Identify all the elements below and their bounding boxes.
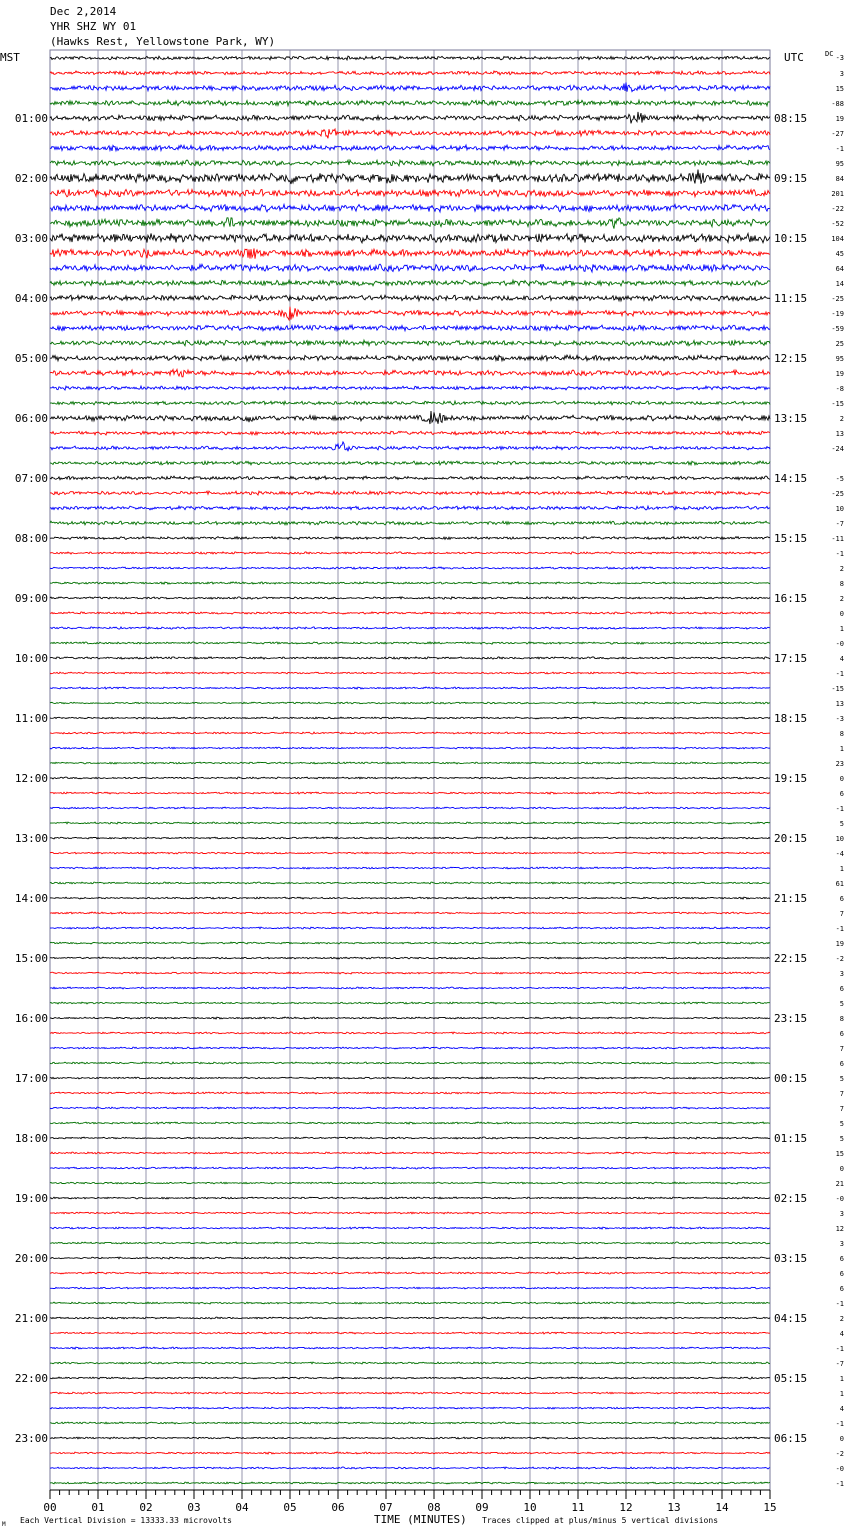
x-tick-label: 07: [379, 1501, 393, 1514]
seismic-trace: [50, 248, 770, 258]
seismic-trace: [50, 657, 770, 659]
seismic-trace: [50, 1377, 770, 1379]
seismic-trace: [50, 1482, 770, 1484]
x-tick-label: 03: [187, 1501, 201, 1514]
x-tick-label: 09: [475, 1501, 489, 1514]
seismic-trace: [50, 942, 770, 944]
utc-hour-label: 19:15: [774, 772, 808, 785]
dc-offset-label: 8: [839, 730, 844, 738]
dc-offset-label: 0: [839, 610, 844, 618]
utc-hour-label: 21:15: [774, 892, 808, 905]
x-tick-label: 01: [91, 1501, 105, 1514]
x-tick-label: 02: [139, 1501, 153, 1514]
seismic-trace: [50, 1242, 770, 1244]
utc-hour-label: 10:15: [774, 232, 808, 245]
dc-offset-label: 13: [835, 700, 844, 708]
mst-hour-label: 14:00: [14, 892, 48, 905]
dc-offset-label: 3: [839, 70, 844, 78]
seismic-trace: [50, 807, 770, 809]
dc-offset-label: 61: [835, 880, 844, 888]
dc-offset-label: 3: [839, 1240, 844, 1248]
dc-column-label: DC: [825, 50, 834, 58]
dc-offset-label: -1: [835, 925, 844, 933]
seismic-trace: [50, 1077, 770, 1079]
dc-offset-label: 10: [835, 505, 844, 513]
dc-offset-label: 2: [839, 565, 844, 573]
dc-offset-label: -24: [831, 445, 844, 453]
dc-offset-label: 1: [839, 625, 844, 633]
mst-hour-label: 12:00: [14, 772, 48, 785]
mst-hour-label: 20:00: [14, 1252, 48, 1265]
seismic-trace: [50, 897, 770, 899]
dc-offset-label: 25: [835, 340, 844, 348]
dc-offset-label: -25: [831, 490, 844, 498]
dc-offset-label: 15: [835, 1150, 844, 1158]
seismic-trace: [50, 71, 770, 75]
x-tick-label: 14: [715, 1501, 729, 1514]
mst-hour-label: 06:00: [14, 412, 48, 425]
dc-offset-label: 95: [835, 355, 844, 363]
seismic-trace: [50, 145, 770, 151]
dc-offset-label: 0: [839, 1435, 844, 1443]
dc-offset-label: 4: [839, 1405, 844, 1413]
x-tick-label: 05: [283, 1501, 297, 1514]
seismic-trace: [50, 912, 770, 914]
dc-offset-label: 95: [835, 160, 844, 168]
utc-hour-label: 02:15: [774, 1192, 808, 1205]
dc-offset-label: 5: [839, 1075, 844, 1083]
seismic-trace: [50, 431, 770, 435]
utc-hour-label: 00:15: [774, 1072, 808, 1085]
seismic-trace: [50, 491, 770, 495]
dc-offset-label: 1: [839, 865, 844, 873]
header-date: Dec 2,2014: [50, 5, 117, 18]
seismic-trace: [50, 129, 770, 138]
seismic-trace: [50, 170, 770, 184]
seismic-trace: [50, 1347, 770, 1349]
seismic-trace: [50, 762, 770, 764]
dc-offset-label: -5: [835, 475, 844, 483]
dc-offset-label: 8: [839, 1015, 844, 1023]
seismic-trace: [50, 411, 770, 424]
utc-hour-label: 23:15: [774, 1012, 808, 1025]
seismic-trace: [50, 100, 770, 106]
mst-hour-label: 16:00: [14, 1012, 48, 1025]
x-tick-label: 10: [523, 1501, 537, 1514]
seismic-trace: [50, 1182, 770, 1184]
dc-offset-label: 1: [839, 1375, 844, 1383]
dc-offset-label: 19: [835, 370, 844, 378]
dc-offset-label: 7: [839, 1045, 844, 1053]
seismic-trace: [50, 1407, 770, 1409]
mst-hour-label: 08:00: [14, 532, 48, 545]
clip-note: Traces clipped at plus/minus 5 vertical divisions: [482, 1516, 719, 1525]
seismic-trace: [50, 369, 770, 376]
mst-hour-label: 04:00: [14, 292, 48, 305]
seismic-trace: [50, 1287, 770, 1289]
dc-offset-label: -1: [835, 1300, 844, 1308]
utc-hour-label: 12:15: [774, 352, 808, 365]
seismic-trace: [50, 837, 770, 839]
dc-offset-label: 45: [835, 250, 844, 258]
seismic-trace: [50, 355, 770, 361]
seismic-trace: [50, 972, 770, 974]
dc-offset-label: 3: [839, 1210, 844, 1218]
seismic-trace: [50, 582, 770, 584]
seismic-trace: [50, 461, 770, 465]
seismic-trace: [50, 233, 770, 242]
seismic-trace: [50, 552, 770, 554]
dc-offset-label: 6: [839, 1030, 844, 1038]
utc-hour-label: 14:15: [774, 472, 808, 485]
seismic-trace: [50, 927, 770, 929]
mst-hour-label: 05:00: [14, 352, 48, 365]
dc-offset-label: -15: [831, 400, 844, 408]
dc-offset-label: 5: [839, 1000, 844, 1008]
seismic-trace: [50, 112, 770, 124]
dc-offset-label: -0: [835, 1195, 844, 1203]
seismic-trace: [50, 1227, 770, 1229]
seismic-trace: [50, 325, 770, 331]
mst-hour-label: 23:00: [14, 1432, 48, 1445]
dc-offset-label: 2: [839, 415, 844, 423]
seismic-trace: [50, 295, 770, 301]
seismic-trace: [50, 1047, 770, 1049]
utc-hour-label: 06:15: [774, 1432, 808, 1445]
dc-offset-label: -25: [831, 295, 844, 303]
dc-offset-label: 201: [831, 190, 844, 198]
seismic-trace: [50, 672, 770, 674]
seismic-trace: [50, 687, 770, 689]
dc-offset-label: 7: [839, 910, 844, 918]
dc-offset-label: 7: [839, 1105, 844, 1113]
mst-hour-label: 02:00: [14, 172, 48, 185]
dc-offset-label: 19: [835, 940, 844, 948]
dc-offset-label: -1: [835, 805, 844, 813]
seismic-trace: [50, 1257, 770, 1259]
seismic-trace: [50, 1002, 770, 1004]
dc-offset-label: 23: [835, 760, 844, 768]
dc-offset-label: 21: [835, 1180, 844, 1188]
dc-offset-label: -88: [831, 100, 844, 108]
seismic-trace: [50, 567, 770, 569]
seismic-trace: [50, 732, 770, 734]
seismic-trace: [50, 1032, 770, 1034]
dc-offset-label: -4: [835, 850, 844, 858]
utc-hour-label: 11:15: [774, 292, 808, 305]
dc-offset-label: 6: [839, 1270, 844, 1278]
x-tick-label: 13: [667, 1501, 681, 1514]
mst-hour-label: 17:00: [14, 1072, 48, 1085]
dc-offset-label: -7: [835, 1360, 844, 1368]
dc-offset-label: 84: [835, 175, 844, 183]
utc-hour-label: 17:15: [774, 652, 808, 665]
seismic-trace: [50, 612, 770, 614]
seismic-trace: [50, 160, 770, 166]
seismic-trace: [50, 627, 770, 629]
seismic-trace: [50, 882, 770, 884]
mst-hour-label: 07:00: [14, 472, 48, 485]
dc-offset-label: -1: [835, 1345, 844, 1353]
dc-offset-label: -3: [835, 54, 844, 62]
seismic-trace: [50, 852, 770, 854]
seismic-trace: [50, 642, 770, 644]
x-tick-label: 04: [235, 1501, 249, 1514]
dc-offset-label: -2: [835, 955, 844, 963]
utc-axis-label: UTC: [784, 51, 804, 64]
dc-offset-label: 6: [839, 1285, 844, 1293]
label-group: [15, 54, 844, 1514]
mst-hour-label: 03:00: [14, 232, 48, 245]
header-station: YHR SHZ WY 01: [50, 20, 137, 33]
seismic-trace: [50, 506, 770, 510]
x-tick-label: 12: [619, 1501, 633, 1514]
seismic-trace: [50, 307, 770, 320]
dc-offset-label: -1: [835, 1480, 844, 1488]
mst-hour-label: 01:00: [14, 112, 48, 125]
dc-offset-label: 14: [835, 280, 844, 288]
seismic-trace: [50, 386, 770, 390]
seismic-trace: [50, 747, 770, 749]
seismic-trace: [50, 401, 770, 405]
dc-offset-label: 6: [839, 895, 844, 903]
dc-offset-label: -0: [835, 1465, 844, 1473]
mst-hour-label: 11:00: [14, 712, 48, 725]
header-location: (Hawks Rest, Yellowstone Park, WY): [50, 35, 276, 48]
seismic-trace: [50, 476, 770, 480]
utc-hour-label: 22:15: [774, 952, 808, 965]
dc-offset-label: -0: [835, 640, 844, 648]
seismic-trace: [50, 1197, 770, 1199]
x-tick-label: 11: [571, 1501, 585, 1514]
dc-offset-label: 0: [839, 775, 844, 783]
dc-offset-label: -8: [835, 385, 844, 393]
mst-hour-label: 09:00: [14, 592, 48, 605]
x-tick-label: 15: [763, 1501, 777, 1514]
utc-hour-label: 09:15: [774, 172, 808, 185]
seismic-trace: [50, 340, 770, 346]
dc-offset-label: 8: [839, 580, 844, 588]
mst-hour-label: 10:00: [14, 652, 48, 665]
seismic-trace: [50, 82, 770, 91]
seismic-trace: [50, 1362, 770, 1364]
dc-offset-label: 1: [839, 1390, 844, 1398]
dc-offset-label: 15: [835, 85, 844, 93]
dc-offset-label: -19: [831, 310, 844, 318]
dc-offset-label: -1: [835, 550, 844, 558]
mst-hour-label: 21:00: [14, 1312, 48, 1325]
seismic-trace: [50, 280, 770, 286]
dc-offset-label: -1: [835, 1420, 844, 1428]
seismic-trace: [50, 1167, 770, 1169]
dc-offset-label: -27: [831, 130, 844, 138]
dc-offset-label: -1: [835, 145, 844, 153]
trace-group: [50, 56, 770, 1484]
mst-hour-label: 13:00: [14, 832, 48, 845]
seismic-trace: [50, 1107, 770, 1109]
scale-note: Each Vertical Division = 13333.33 microvolts: [20, 1516, 232, 1525]
seismic-trace: [50, 717, 770, 719]
dc-offset-label: -7: [835, 520, 844, 528]
seismic-trace: [50, 987, 770, 989]
seismic-trace: [50, 218, 770, 229]
seismic-trace: [50, 56, 770, 60]
utc-hour-label: 04:15: [774, 1312, 808, 1325]
seismic-trace: [50, 1302, 770, 1304]
dc-offset-label: -11: [831, 535, 844, 543]
seismic-trace: [50, 1122, 770, 1124]
seismic-trace: [50, 1137, 770, 1139]
dc-offset-label: 13: [835, 430, 844, 438]
dc-offset-label: 1: [839, 745, 844, 753]
dc-offset-label: -22: [831, 205, 844, 213]
seismic-trace: [50, 777, 770, 779]
seismic-trace: [50, 597, 770, 599]
seismic-trace: [50, 1452, 770, 1454]
dc-offset-label: 3: [839, 970, 844, 978]
dc-offset-label: -59: [831, 325, 844, 333]
seismic-trace: [50, 867, 770, 869]
seismic-trace: [50, 1272, 770, 1274]
dc-offset-label: 6: [839, 1255, 844, 1263]
dc-offset-label: 4: [839, 1330, 844, 1338]
dc-offset-label: 5: [839, 820, 844, 828]
utc-hour-label: 18:15: [774, 712, 808, 725]
dc-offset-label: 6: [839, 985, 844, 993]
seismic-trace: [50, 1092, 770, 1094]
utc-hour-label: 03:15: [774, 1252, 808, 1265]
seismic-trace: [50, 264, 770, 272]
seismic-trace: [50, 204, 770, 212]
dc-offset-label: -1: [835, 670, 844, 678]
seismic-trace: [50, 792, 770, 794]
seismic-trace: [50, 537, 770, 540]
dc-offset-label: 6: [839, 790, 844, 798]
dc-offset-label: -2: [835, 1450, 844, 1458]
dc-offset-label: 5: [839, 1120, 844, 1128]
seismic-trace: [50, 1422, 770, 1424]
dc-offset-label: 12: [835, 1225, 844, 1233]
dc-offset-label: -52: [831, 220, 844, 228]
dc-offset-label: 0: [839, 1165, 844, 1173]
dc-offset-label: 4: [839, 655, 844, 663]
dc-offset-label: 10: [835, 835, 844, 843]
utc-hour-label: 01:15: [774, 1132, 808, 1145]
utc-hour-label: 20:15: [774, 832, 808, 845]
x-tick-label: 08: [427, 1501, 441, 1514]
dc-offset-label: 2: [839, 1315, 844, 1323]
dc-offset-label: -15: [831, 685, 844, 693]
mst-hour-label: 22:00: [14, 1372, 48, 1385]
utc-hour-label: 13:15: [774, 412, 808, 425]
mst-hour-label: 15:00: [14, 952, 48, 965]
seismic-trace: [50, 521, 770, 525]
seismic-trace: [50, 1017, 770, 1019]
seismic-trace: [50, 957, 770, 959]
dc-offset-label: 5: [839, 1135, 844, 1143]
utc-hour-label: 15:15: [774, 532, 808, 545]
x-tick-label: 06: [331, 1501, 345, 1514]
seismic-trace: [50, 702, 770, 704]
x-axis-title: TIME (MINUTES): [374, 1513, 467, 1526]
seismic-trace: [50, 1437, 770, 1439]
utc-hour-label: 08:15: [774, 112, 808, 125]
utc-hour-label: 16:15: [774, 592, 808, 605]
seismic-trace: [50, 1332, 770, 1334]
corner-mark: M: [2, 1521, 6, 1528]
seismic-trace: [50, 1062, 770, 1064]
seismic-trace: [50, 1152, 770, 1154]
mst-hour-label: 19:00: [14, 1192, 48, 1205]
dc-offset-label: 6: [839, 1060, 844, 1068]
seismic-trace: [50, 1392, 770, 1394]
utc-hour-label: 05:15: [774, 1372, 808, 1385]
seismic-trace: [50, 1317, 770, 1319]
dc-offset-label: 7: [839, 1090, 844, 1098]
mst-axis-label: MST: [0, 51, 20, 64]
dc-offset-label: 19: [835, 115, 844, 123]
dc-offset-label: -3: [835, 715, 844, 723]
seismic-trace: [50, 822, 770, 824]
dc-offset-label: 64: [835, 265, 844, 273]
x-tick-label: 00: [43, 1501, 57, 1514]
dc-offset-label: 104: [831, 235, 844, 243]
dc-offset-label: 2: [839, 595, 844, 603]
seismic-trace: [50, 442, 770, 451]
mst-hour-label: 18:00: [14, 1132, 48, 1145]
seismic-trace: [50, 1467, 770, 1469]
seismic-trace: [50, 1212, 770, 1214]
seismic-trace: [50, 189, 770, 197]
